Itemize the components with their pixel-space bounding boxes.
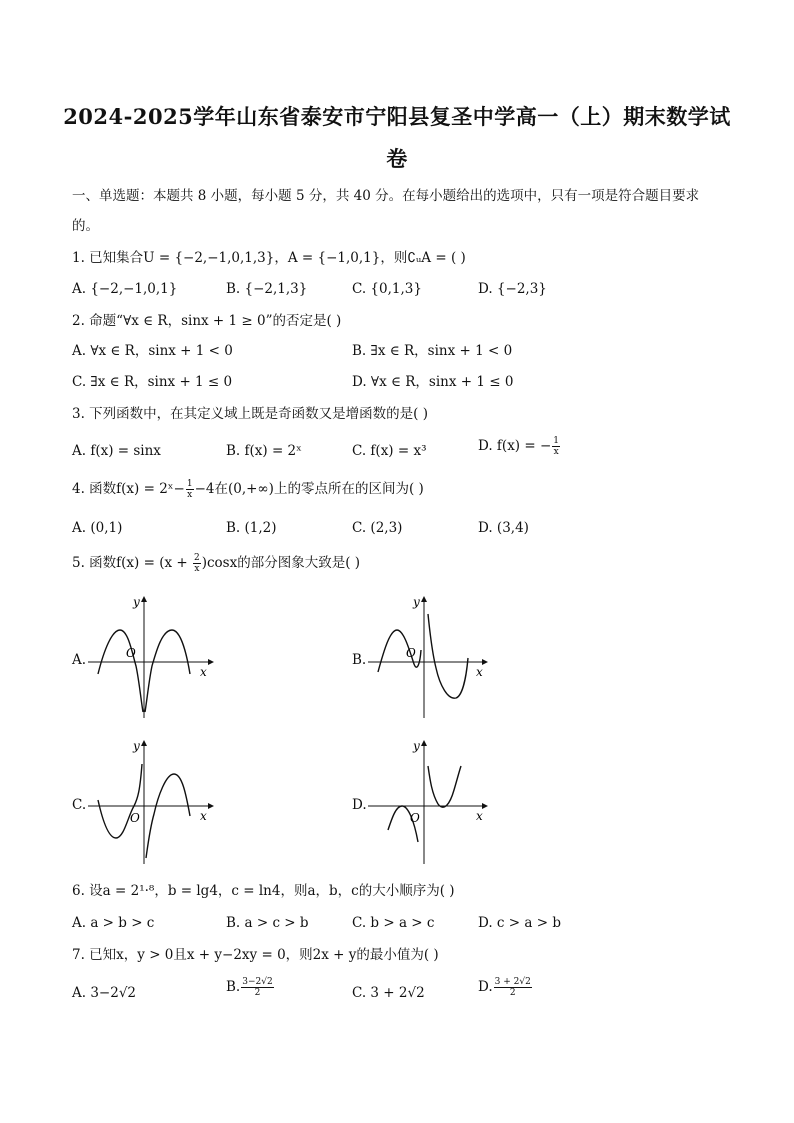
q1-option-d: D. {−2,3} xyxy=(478,281,547,297)
q2-option-b: B. ∃x ∈ R，sinx + 1 < 0 xyxy=(352,343,513,359)
origin-label: O xyxy=(130,811,140,825)
x-axis-label: x xyxy=(476,665,483,679)
q5-stem-part2: )cosx的部分图象大致是( ) xyxy=(201,555,361,571)
q1-option-c: C. {0,1,3} xyxy=(352,281,422,297)
q4-stem-part2: −4在(0,+∞)上的零点所在的区间为( ) xyxy=(194,481,424,497)
q4-stem-part1: 4. 函数f(x) = 2ˣ− xyxy=(72,481,185,497)
q7-option-b-fraction xyxy=(241,977,273,998)
fraction-numerator: 1 xyxy=(186,479,193,489)
section-heading-line1: 一、单选题：本题共 8 小题，每小题 5 分，共 40 分。在每小题给出的选项中，只有一项是符合题目要求 xyxy=(72,188,700,204)
origin-label: O xyxy=(406,646,416,660)
q7-option-b-prefix: B. xyxy=(226,979,241,995)
q1-option-a: A. {−2,−1,0,1} xyxy=(72,281,178,297)
x-axis-arrow xyxy=(482,803,488,809)
fraction-numerator: 2 xyxy=(193,553,200,563)
y-axis-label: y xyxy=(133,739,140,753)
x-axis-label: x xyxy=(476,809,483,823)
question-5-stem xyxy=(72,553,360,574)
y-axis-arrow xyxy=(141,596,147,602)
fraction-denominator: 2 xyxy=(509,988,516,998)
fraction-denominator: x xyxy=(187,490,193,500)
q5-option-b-label: B. xyxy=(352,652,367,668)
question-2-stem: 2. 命题“∀x ∈ R，sinx + 1 ≥ 0”的否定是( ) xyxy=(72,313,342,329)
q5-option-a-graph xyxy=(86,590,216,720)
function-curve xyxy=(378,614,468,698)
q5-option-c-graph xyxy=(86,734,216,866)
question-6-stem: 6. 设a = 2¹·⁸，b = lg4，c = ln4，则a，b，c的大小顺序为( ) xyxy=(72,883,455,899)
exam-title-line2: 卷 xyxy=(386,146,408,171)
q5-stem-part1: 5. 函数f(x) = (x + xyxy=(72,555,192,571)
fraction-numerator: 3 + 2√2 xyxy=(494,977,531,987)
y-axis-arrow xyxy=(421,740,427,746)
y-axis-arrow xyxy=(141,740,147,746)
fraction-numerator: 3−2√2 xyxy=(242,977,273,987)
q7-option-d xyxy=(478,977,533,998)
q7-option-b xyxy=(226,977,275,998)
fraction-denominator: 2 xyxy=(254,988,261,998)
x-axis-label: x xyxy=(200,665,207,679)
q3-option-a: A. f(x) = sinx xyxy=(72,443,161,459)
q4-option-c: C. (2,3) xyxy=(352,520,403,536)
q5-option-d-label: D. xyxy=(352,797,367,813)
q4-stem-fraction xyxy=(186,479,194,500)
q3-option-d xyxy=(478,436,561,457)
q7-option-a: A. 3−2√2 xyxy=(72,985,137,1001)
q6-option-d: D. c > a > b xyxy=(478,915,561,931)
q6-option-b: B. a > c > b xyxy=(226,915,309,931)
q3-option-c: C. f(x) = x³ xyxy=(352,443,427,459)
q3-option-b: B. f(x) = 2ˣ xyxy=(226,443,302,459)
x-axis-label: x xyxy=(200,809,207,823)
q5-option-b-graph xyxy=(366,590,496,720)
q5-stem-fraction xyxy=(193,553,201,574)
x-axis-arrow xyxy=(208,803,214,809)
fraction-numerator: 1 xyxy=(553,436,560,446)
question-4-stem xyxy=(72,479,424,500)
q3-option-d-fraction xyxy=(552,436,560,457)
q7-option-c: C. 3 + 2√2 xyxy=(352,985,425,1001)
origin-label: O xyxy=(126,646,136,660)
y-axis-label: y xyxy=(413,739,420,753)
question-3-stem: 3. 下列函数中，在其定义域上既是奇函数又是增函数的是( ) xyxy=(72,406,428,422)
x-axis-arrow xyxy=(208,659,214,665)
y-axis-arrow xyxy=(421,596,427,602)
y-axis-label: y xyxy=(133,595,140,609)
q1-option-b: B. {−2,1,3} xyxy=(226,281,308,297)
q2-option-d: D. ∀x ∈ R，sinx + 1 ≤ 0 xyxy=(352,374,514,390)
y-axis-label: y xyxy=(413,595,420,609)
fraction-denominator: x xyxy=(553,447,559,457)
origin-label: O xyxy=(410,811,420,825)
q5-option-d-graph xyxy=(366,734,496,866)
question-7-stem: 7. 已知x，y > 0且x + y−2xy = 0，则2x + y的最小值为( ) xyxy=(72,947,439,963)
q7-option-d-prefix: D. xyxy=(478,979,493,995)
q4-option-a: A. (0,1) xyxy=(72,520,123,536)
section-heading-line2: 的。 xyxy=(72,218,99,234)
q4-option-d: D. (3,4) xyxy=(478,520,529,536)
question-1-stem: 1. 已知集合U = {−2,−1,0,1,3}，A = {−1,0,1}，则∁ᵤA = ( ) xyxy=(72,250,466,266)
q4-option-b: B. (1,2) xyxy=(226,520,277,536)
exam-title-line1: 2024-2025学年山东省泰安市宁阳县复圣中学高一（上）期末数学试 xyxy=(63,104,731,129)
q3-option-d-prefix: D. f(x) = − xyxy=(478,438,552,454)
q5-option-a-label: A. xyxy=(72,652,87,668)
q5-option-c-label: C. xyxy=(72,797,87,813)
q2-option-c: C. ∃x ∈ R，sinx + 1 ≤ 0 xyxy=(72,374,233,390)
q6-option-c: C. b > a > c xyxy=(352,915,435,931)
q2-option-a: A. ∀x ∈ R，sinx + 1 < 0 xyxy=(72,343,233,359)
q7-option-d-fraction xyxy=(494,977,532,998)
fraction-denominator: x xyxy=(194,564,200,574)
x-axis-arrow xyxy=(482,659,488,665)
q6-option-a: A. a > b > c xyxy=(72,915,155,931)
